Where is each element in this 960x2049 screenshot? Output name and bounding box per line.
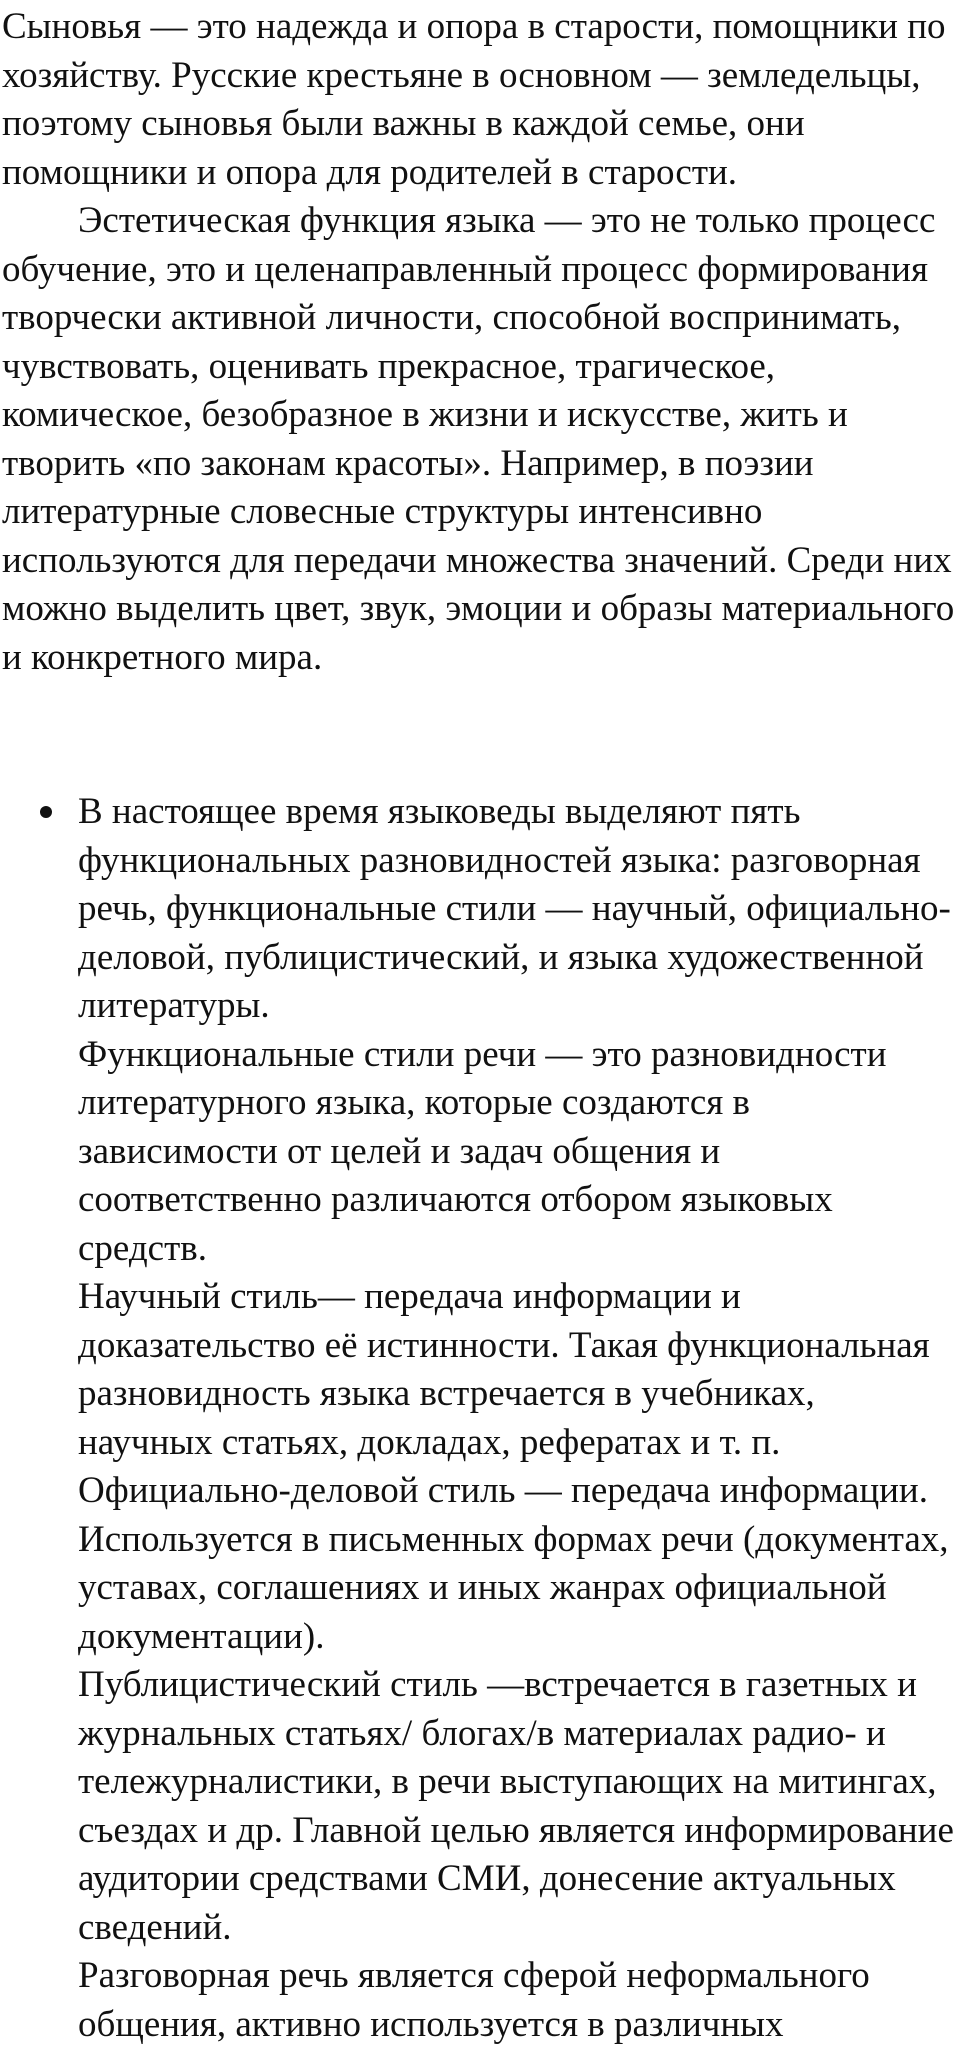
paragraph-official-style: Официально-деловой стиль — передача информации. Используется в письменных формах речи (документах, уставах, соглашениях и иных жанрах официальной документации). <box>78 1470 949 1657</box>
bullet-list-item <box>78 788 958 2049</box>
paragraph-sons: Сыновья — это надежда и опора в старости, помощники по хозяйству. Русские крестьяне в основном — земледельцы, поэтому сыновья были важны в каждой семье, они помощники и опора для родителей в старости. <box>2 6 946 193</box>
paragraph-publicistic-style: Публицистический стиль —встречается в газетных и журнальных статьях/ блогах/в материалах радио- и тележурналистики, в речи выступающих на митингах, съездах и др. Главной целью является информирование аудитории средствами СМИ, донесение актуальных сведений. <box>78 1664 954 1948</box>
paragraph-colloquial-speech: Разговорная речь является сферой неформального общения, активно используется в различных <box>78 1955 870 2045</box>
bullet-point-icon <box>40 806 52 818</box>
text-section-top <box>2 3 958 682</box>
paragraph-functional-styles: Функциональные стили речи — это разновидности литературного языка, которые создаются в зависимости от целей и задач общения и соответственно различаются отбором языковых средств. <box>78 1033 887 1269</box>
paragraph-language-varieties: В настоящее время языковеды выделяют пять функциональных разновидностей языка: разговорная речь, функциональные стили — научный, официально-деловой, публицистический, и языка художественной литературы. <box>78 791 951 1026</box>
paragraph-scientific-style: Научный стиль— передача информации и доказательство её истинности. Такая функциональная разновидность языка встречается в учебниках, научных статьях, докладах, рефератах и т. п. <box>78 1276 930 1463</box>
paragraph-aesthetic-function: Эстетическая функция языка — это не только процесс обучение, это и целенаправленный процесс формирования творчески активной личности, способной воспринимать, чувствовать, оценивать прекрасное, трагическое, комическое, безобразное в жизни и искусстве, жить и творить «по законам красоты». Например, в поэзии литературные словесные структуры интенсивно используются для передачи множества значений. Среди них можно выделить цвет, звук, эмоции и образы материального и конкретного мира. <box>2 200 955 678</box>
